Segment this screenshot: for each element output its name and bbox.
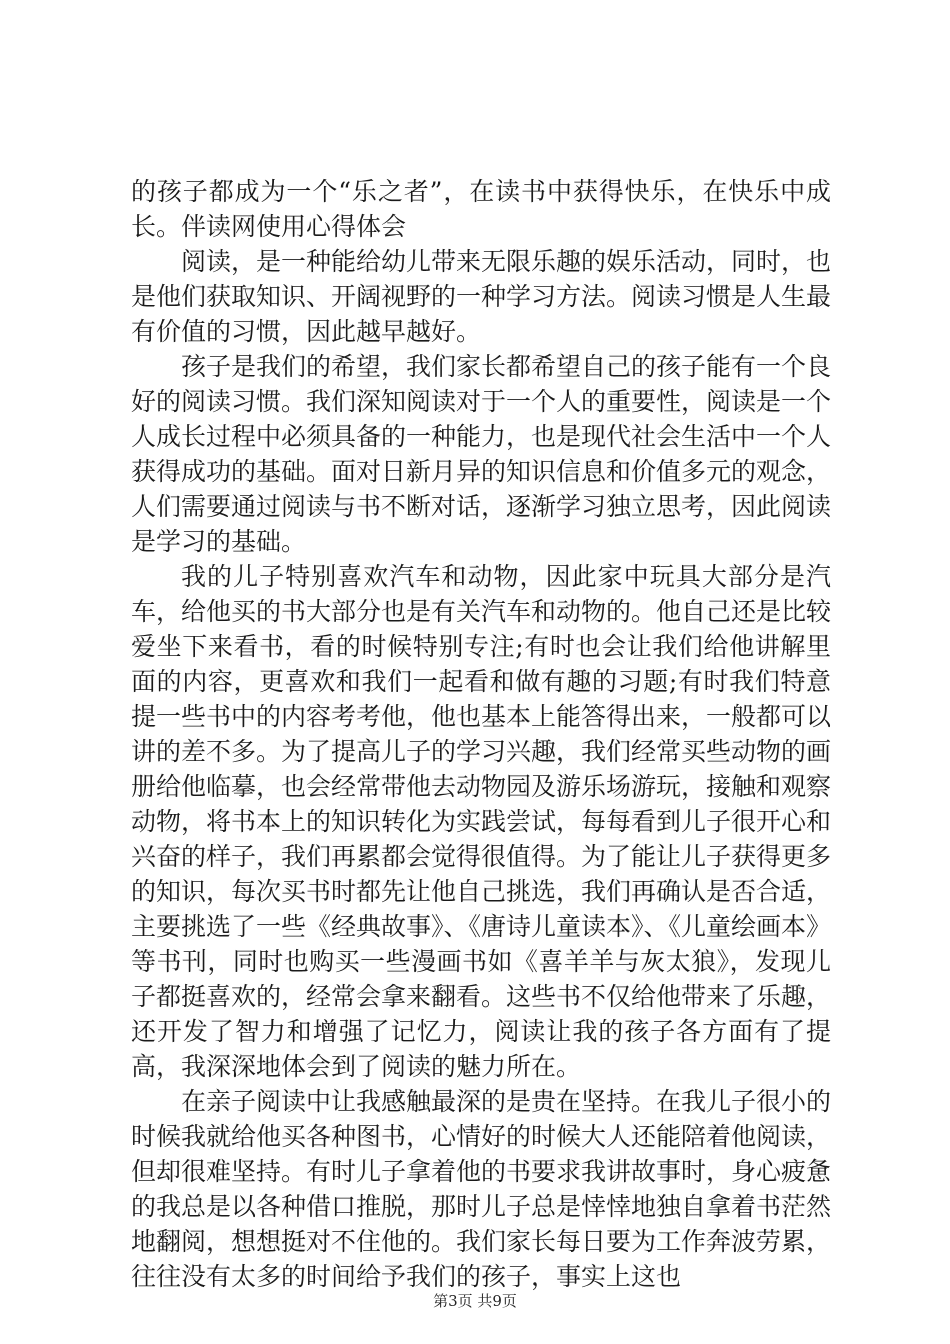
page-footer: 第3页 共9页	[433, 1292, 517, 1310]
paragraph: 我的儿子特别喜欢汽车和动物，因此家中玩具大部分是汽车，给他买的书大部分也是有关汽车和动物的。他自己还是比较爱坐下来看书，看的时候特别专注;有时也会让我们给他讲解里面的内容，更喜欢和我们一起看和做有趣的习题;有时我们特意提一些书中的内容考考他，他也基本上能答得出来，一般都可以讲的差不多。为了提高儿子的学习兴趣，我们经常买些动物的画册给他临摹，也会经常带他去动物园及游乐场游玩，接触和观察动物，将书本上的知识转化为实践尝试，每每看到儿子很开心和兴奋的样子，我们再累都会觉得很值得。为了能让儿子获得更多的知识，每次买书时都先让他自己挑选，我们再确认是否合适，主要挑选了一些《经典故事》、《唐诗儿童读本》、《儿童绘画本》等书刊，同时也购买一些漫画书如《喜羊羊与灰太狼》，发现儿子都挺喜欢的，经常会拿来翻看。这些书不仅给他带来了乐趣，还开发了智力和增强了记忆力，阅读让我的孩子各方面有了提高，我深深地体会到了阅读的魅力所在。	[131, 562, 832, 1081]
body-text	[131, 174, 831, 1294]
paragraph-continuation: 的孩子都成为一个“乐之者”，在读书中获得快乐，在快乐中成长。伴读网使用心得体会	[131, 177, 831, 241]
paragraph: 在亲子阅读中让我感触最深的是贵在坚持。在我儿子很小的时候我就给他买各种图书，心情好的时候大人还能陪着他阅读，但却很难坚持。有时儿子拿着他的书要求我讲故事时，身心疲惫的我总是以各种借口推脱，那时儿子总是悻悻地独自拿着书茫然地翻阅，想想挺对不住他的。我们家长每日要为工作奔波劳累，往往没有太多的时间给予我们的孩子，事实上这也	[131, 1087, 832, 1291]
paragraph: 阅读，是一种能给幼儿带来无限乐趣的娱乐活动，同时，也是他们获取知识、开阔视野的一种学习方法。阅读习惯是人生最有价值的习惯，因此越早越好。	[131, 247, 832, 346]
paragraph: 孩子是我们的希望，我们家长都希望自己的孩子能有一个良好的阅读习惯。我们深知阅读对于一个人的重要性，阅读是一个人成长过程中必须具备的一种能力，也是现代社会生活中一个人获得成功的基础。面对日新月异的知识信息和价值多元的观念，人们需要通过阅读与书不断对话，逐渐学习独立思考，因此阅读是学习的基础。	[131, 352, 832, 556]
